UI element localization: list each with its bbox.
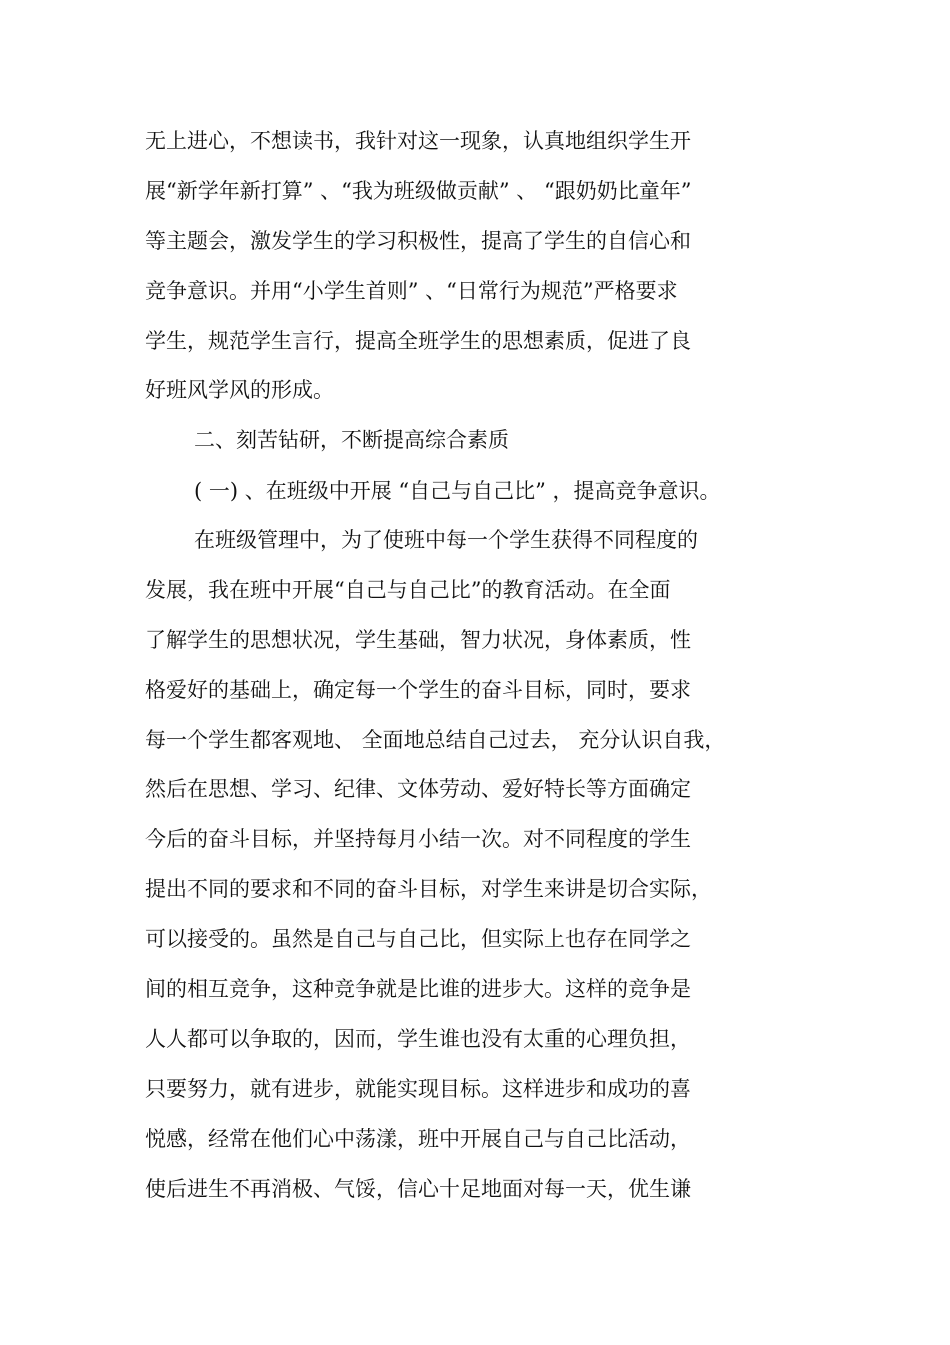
text-line: 悦感，经常在他们心中荡漾，班中开展自己与自己比活动， [145, 1127, 691, 1151]
text-line: 然后在思想、学习、纪律、文体劳动、爱好特长等方面确定 [145, 777, 691, 801]
text-line: 好班风学风的形成。 [145, 378, 334, 402]
text-line: 只要努力，就有进步，就能实现目标。这样进步和成功的喜 [145, 1077, 691, 1101]
text-line: 竞争意识。并用“小学生首则” 、“日常行为规范”严格要求 [145, 279, 678, 303]
text-line: 人人都可以争取的，因而，学生谁也没有太重的心理负担， [145, 1027, 691, 1051]
text-line: 了解学生的思想状况，学生基础，智力状况，身体素质，性 [145, 628, 691, 652]
text-line: 间的相互竞争，这种竞争就是比谁的进步大。这样的竞争是 [145, 977, 691, 1001]
text-line: 提出不同的要求和不同的奋斗目标，对学生来讲是切合实际， [145, 877, 712, 901]
text-line: 无上进心，不想读书，我针对这一现象，认真地组织学生开 [145, 129, 691, 153]
text-line: 在班级管理中，为了使班中每一个学生获得不同程度的 [194, 528, 698, 552]
text-line: 发展，我在班中开展“自己与自己比”的教育活动。在全面 [145, 578, 671, 602]
text-line: 使后进生不再消极、气馁，信心十足地面对每一天，优生谦 [145, 1177, 691, 1201]
section-heading: 二、刻苦钻研，不断提高综合素质 [194, 428, 509, 452]
text-line: 学生，规范学生言行，提高全班学生的思想素质，促进了良 [145, 329, 691, 353]
subsection-heading: ( 一) 、在班级中开展 “自己与自己比” ，提高竞争意识。 [194, 479, 721, 503]
text-line: 今后的奋斗目标，并坚持每月小结一次。对不同程度的学生 [145, 827, 691, 851]
text-line: 可以接受的。虽然是自己与自己比，但实际上也存在同学之 [145, 927, 691, 951]
text-line: 展“新学年新打算” 、“我为班级做贡献” 、 “跟奶奶比童年” [145, 179, 692, 203]
text-line: 每一个学生都客观地、 全面地总结自己过去， 充分认识自我， [145, 728, 726, 752]
text-line: 等主题会，激发学生的学习积极性，提高了学生的自信心和 [145, 229, 691, 253]
text-line: 格爱好的基础上，确定每一个学生的奋斗目标，同时，要求 [145, 678, 691, 702]
